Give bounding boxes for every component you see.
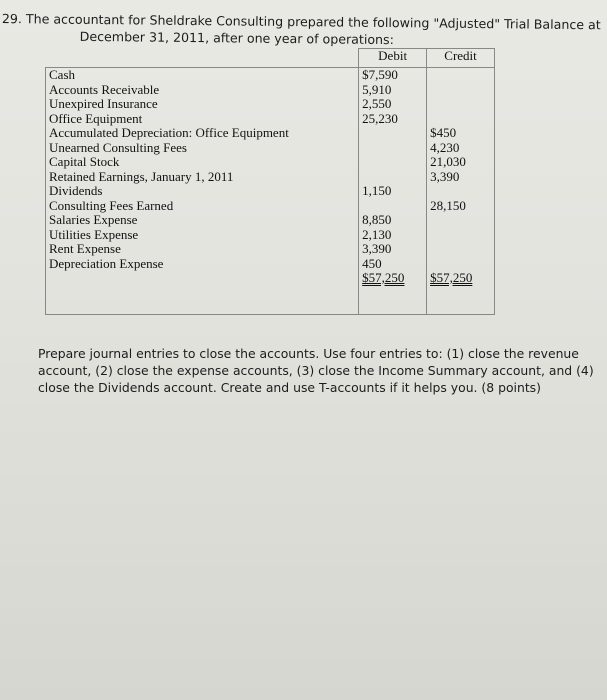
table-row	[46, 184, 495, 199]
account-name: Cash	[46, 68, 359, 83]
debit-amount: 1,150	[359, 184, 427, 199]
account-name: Unearned Consulting Fees	[46, 141, 359, 156]
debit-amount	[359, 155, 427, 170]
account-name: Salaries Expense	[46, 213, 359, 228]
table-row	[46, 126, 495, 141]
debit-amount: 3,390	[359, 242, 427, 257]
account-name: Office Equipment	[46, 112, 359, 127]
table-row	[46, 68, 495, 83]
credit-amount	[427, 184, 495, 199]
table-row	[46, 213, 495, 228]
table-row	[46, 257, 495, 272]
table-row	[46, 242, 495, 257]
account-name: Dividends	[46, 184, 359, 199]
credit-amount: 28,150	[427, 199, 495, 214]
account-name: Depreciation Expense	[46, 257, 359, 272]
credit-amount	[427, 97, 495, 112]
question-header	[2, 10, 602, 50]
credit-amount	[427, 242, 495, 257]
table-row	[46, 141, 495, 156]
table-row	[46, 199, 495, 214]
account-name: Unexpired Insurance	[46, 97, 359, 112]
totals-row	[46, 271, 495, 286]
instructions-text: Prepare journal entries to close the accounts. Use four entries to: (1) close the revenue account, (2) close the expense accounts, (3) close the Income Summary account, and (4) close the Dividends account. Create and use T-accounts if it helps you. (8 points)	[38, 346, 594, 395]
debit-amount: 2,130	[359, 228, 427, 243]
table-row	[46, 112, 495, 127]
account-name: Accumulated Depreciation: Office Equipment	[46, 126, 359, 141]
credit-amount: $450	[427, 126, 495, 141]
total-credit: $57,250	[427, 271, 495, 286]
debit-amount	[359, 199, 427, 214]
account-name: Consulting Fees Earned	[46, 199, 359, 214]
credit-amount	[427, 213, 495, 228]
account-name: Capital Stock	[46, 155, 359, 170]
table-header-row	[46, 49, 495, 68]
trial-balance-table	[45, 48, 495, 315]
table-row	[46, 155, 495, 170]
debit-amount	[359, 170, 427, 185]
credit-amount: 4,230	[427, 141, 495, 156]
debit-amount: 2,550	[359, 97, 427, 112]
debit-amount	[359, 126, 427, 141]
question-line-2: December 31, 2011, after one year of operations:	[79, 28, 394, 48]
debit-amount: 5,910	[359, 83, 427, 98]
credit-amount	[427, 83, 495, 98]
credit-amount: 3,390	[427, 170, 495, 185]
table-row	[46, 170, 495, 185]
blank-row	[46, 286, 495, 315]
debit-amount: 450	[359, 257, 427, 272]
credit-amount	[427, 112, 495, 127]
account-name: Accounts Receivable	[46, 83, 359, 98]
credit-header: Credit	[427, 49, 495, 68]
account-name: Retained Earnings, January 1, 2011	[46, 170, 359, 185]
credit-amount	[427, 257, 495, 272]
debit-header: Debit	[359, 49, 427, 68]
table-row	[46, 83, 495, 98]
debit-amount: 8,850	[359, 213, 427, 228]
credit-amount	[427, 68, 495, 83]
table-row	[46, 97, 495, 112]
debit-amount: $7,590	[359, 68, 427, 83]
account-name: Utilities Expense	[46, 228, 359, 243]
question-line-1: 29. The accountant for Sheldrake Consulting prepared the following "Adjusted" Trial Balance at	[1, 10, 601, 33]
debit-amount: 25,230	[359, 112, 427, 127]
total-debit: $57,250	[359, 271, 427, 286]
table-row	[46, 228, 495, 243]
credit-amount	[427, 228, 495, 243]
account-name: Rent Expense	[46, 242, 359, 257]
debit-amount	[359, 141, 427, 156]
credit-amount: 21,030	[427, 155, 495, 170]
